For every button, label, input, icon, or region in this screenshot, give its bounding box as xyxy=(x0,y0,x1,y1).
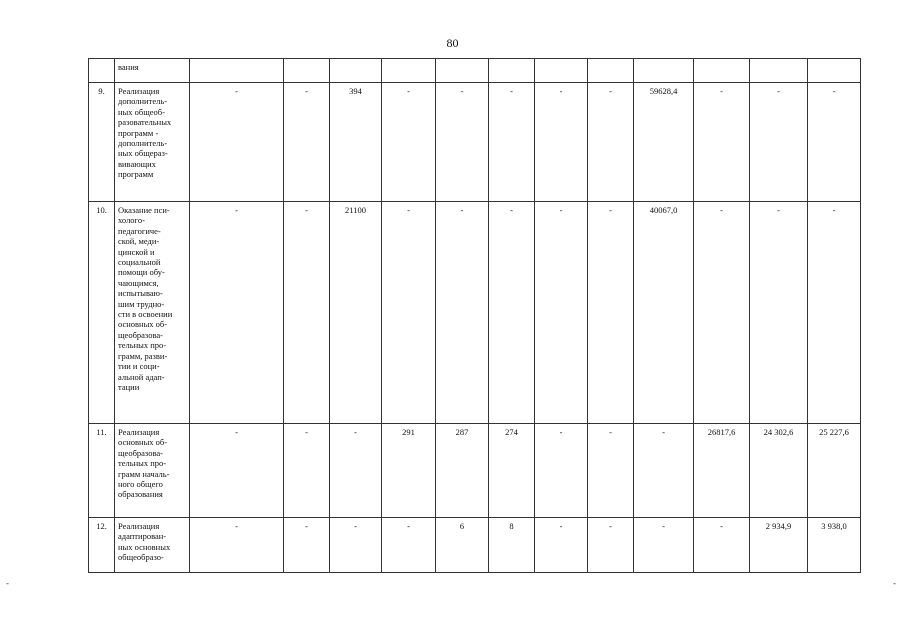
value-cell: 24 302,6 xyxy=(750,424,808,518)
value-cell: - xyxy=(634,518,694,573)
value-cell: 40067,0 xyxy=(634,202,694,424)
value-cell xyxy=(634,59,694,83)
row-description-text: Реализация дополнитель- ных общеоб- разовательных программ - дополнитель- ных общераз- вивающих программ xyxy=(118,86,172,180)
row-description xyxy=(115,59,190,83)
value-cell: 8 xyxy=(489,518,535,573)
row-number: 10. xyxy=(89,202,115,424)
value-cell: - xyxy=(588,518,634,573)
table-row xyxy=(89,59,861,83)
value-cell: - xyxy=(489,83,535,202)
value-cell: - xyxy=(382,83,436,202)
value-cell: - xyxy=(382,518,436,573)
value-cell: 3 938,0 xyxy=(808,518,861,573)
value-cell: 2 934,9 xyxy=(750,518,808,573)
value-cell: 25 227,6 xyxy=(808,424,861,518)
value-cell xyxy=(750,59,808,83)
row-description-text: Реализация адаптирован- ных основных общеобразо- xyxy=(118,521,171,563)
row-number: 9. xyxy=(89,83,115,202)
value-cell: - xyxy=(190,424,284,518)
value-cell: - xyxy=(808,202,861,424)
value-cell: - xyxy=(535,518,588,573)
value-cell xyxy=(694,59,750,83)
value-cell xyxy=(808,59,861,83)
value-cell: - xyxy=(588,202,634,424)
value-cell: - xyxy=(535,83,588,202)
value-cell: - xyxy=(190,83,284,202)
value-cell: - xyxy=(588,83,634,202)
value-cell: 26817,6 xyxy=(694,424,750,518)
value-cell xyxy=(535,59,588,83)
value-cell: - xyxy=(535,202,588,424)
margin-mark-left: - xyxy=(6,578,9,588)
row-number: 12. xyxy=(89,518,115,573)
value-cell: 21100 xyxy=(330,202,382,424)
table-row xyxy=(89,518,861,573)
value-cell: - xyxy=(284,202,330,424)
value-cell: - xyxy=(330,424,382,518)
value-cell: - xyxy=(808,83,861,202)
value-cell: 394 xyxy=(330,83,382,202)
page-number: 80 xyxy=(446,36,459,50)
value-cell: - xyxy=(694,83,750,202)
value-cell: - xyxy=(535,424,588,518)
value-cell: 287 xyxy=(436,424,489,518)
value-cell: 59628,4 xyxy=(634,83,694,202)
value-cell: - xyxy=(284,518,330,573)
table-row xyxy=(89,424,861,518)
value-cell: - xyxy=(489,202,535,424)
value-cell: - xyxy=(382,202,436,424)
row-number xyxy=(89,59,115,83)
value-cell xyxy=(330,59,382,83)
value-cell: - xyxy=(750,202,808,424)
row-description-text: Реализация основных об- щеобразова- тельных про- грамм началь- ного общего образования xyxy=(118,427,170,500)
row-number: 11. xyxy=(89,424,115,518)
data-table xyxy=(88,58,861,573)
row-description xyxy=(115,424,190,518)
value-cell: - xyxy=(190,202,284,424)
value-cell: - xyxy=(436,83,489,202)
value-cell: - xyxy=(694,202,750,424)
value-cell: - xyxy=(284,424,330,518)
row-description xyxy=(115,518,190,573)
row-description-text: вания xyxy=(118,62,139,72)
value-cell: - xyxy=(190,518,284,573)
value-cell: - xyxy=(750,83,808,202)
value-cell xyxy=(382,59,436,83)
value-cell xyxy=(489,59,535,83)
row-description xyxy=(115,202,190,424)
value-cell xyxy=(436,59,489,83)
row-description xyxy=(115,83,190,202)
value-cell xyxy=(588,59,634,83)
table-row xyxy=(89,202,861,424)
value-cell xyxy=(190,59,284,83)
value-cell: - xyxy=(436,202,489,424)
value-cell: 6 xyxy=(436,518,489,573)
table-row xyxy=(89,83,861,202)
value-cell: - xyxy=(284,83,330,202)
value-cell: 291 xyxy=(382,424,436,518)
value-cell: - xyxy=(330,518,382,573)
value-cell: - xyxy=(634,424,694,518)
margin-mark-right: - xyxy=(893,578,896,588)
value-cell xyxy=(284,59,330,83)
value-cell: 274 xyxy=(489,424,535,518)
row-description-text: Оказание пси- холого- педагогиче- ской, меди- цинской и социальной помощи обу- чающимся, испытываю- шим трудно- сти в освоении основных об- щеобразова- тельных про- грамм, разви- тии и соци- альной адап- тации xyxy=(118,205,173,392)
value-cell: - xyxy=(588,424,634,518)
value-cell: - xyxy=(694,518,750,573)
